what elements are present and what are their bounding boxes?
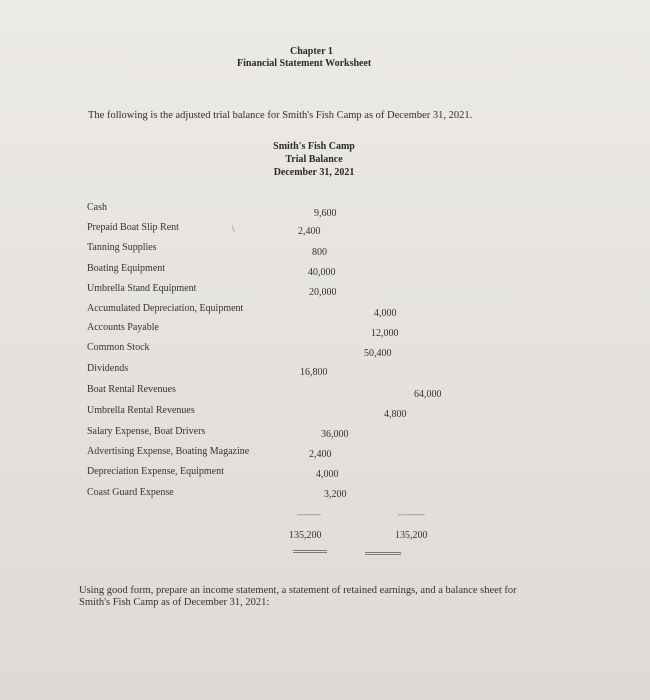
debit-amount: 2,400 xyxy=(298,226,321,237)
debit-total-rule: -------- xyxy=(297,509,321,519)
debit-amount: 20,000 xyxy=(309,287,337,298)
intro-text: The following is the adjusted trial balance for Smith's Fish Camp as of December 31, 2021. xyxy=(88,110,473,121)
account-name: Prepaid Boat Slip Rent xyxy=(87,222,179,233)
account-name: Advertising Expense, Boating Magazine xyxy=(87,446,250,457)
credit-total-rule: --------- xyxy=(398,509,425,519)
credit-double-underline xyxy=(365,552,401,553)
credit-amount: 50,400 xyxy=(364,348,392,359)
account-name: Umbrella Rental Revenues xyxy=(87,405,195,416)
credit-total: 135,200 xyxy=(395,530,428,541)
statement-title: Trial Balance xyxy=(285,154,343,165)
account-name: Cash xyxy=(87,202,107,213)
debit-amount: 2,400 xyxy=(309,449,332,460)
pen-tick-mark: \ xyxy=(232,224,235,234)
debit-amount: 4,000 xyxy=(316,469,339,480)
debit-amount: 36,000 xyxy=(321,429,349,440)
debit-amount: 9,600 xyxy=(314,208,337,219)
account-name: Accumulated Depreciation, Equipment xyxy=(87,303,244,314)
account-name: Salary Expense, Boat Drivers xyxy=(87,426,206,437)
debit-double-underline xyxy=(293,552,327,553)
account-name: Common Stock xyxy=(87,342,150,353)
worksheet-title: Financial Statement Worksheet xyxy=(237,58,372,69)
debit-amount: 800 xyxy=(312,247,327,258)
chapter-label: Chapter 1 xyxy=(290,46,333,57)
account-name: Boating Equipment xyxy=(87,263,166,274)
account-name: Tanning Supplies xyxy=(87,242,157,253)
credit-amount: 64,000 xyxy=(414,389,442,400)
instructions-text: Using good form, prepare an income statement, a statement of retained earnings, and a balance sheet for Smith's Fish Camp as of December 31, 2021: xyxy=(79,585,517,608)
account-name: Depreciation Expense, Equipment xyxy=(87,466,224,477)
account-name: Umbrella Stand Equipment xyxy=(87,283,197,294)
credit-double-underline xyxy=(365,554,401,555)
debit-double-underline xyxy=(293,550,327,551)
debit-amount: 3,200 xyxy=(324,489,347,500)
debit-total: 135,200 xyxy=(289,530,322,541)
account-name: Coast Guard Expense xyxy=(87,487,174,498)
account-name: Boat Rental Revenues xyxy=(87,384,176,395)
account-name: Accounts Payable xyxy=(87,322,159,333)
debit-amount: 16,800 xyxy=(300,367,328,378)
credit-amount: 4,000 xyxy=(374,308,397,319)
credit-amount: 4,800 xyxy=(384,409,407,420)
account-name: Dividends xyxy=(87,363,129,374)
statement-date: December 31, 2021 xyxy=(273,167,355,178)
debit-amount: 40,000 xyxy=(308,267,336,278)
company-name: Smith's Fish Camp xyxy=(273,141,355,152)
credit-amount: 12,000 xyxy=(371,328,399,339)
